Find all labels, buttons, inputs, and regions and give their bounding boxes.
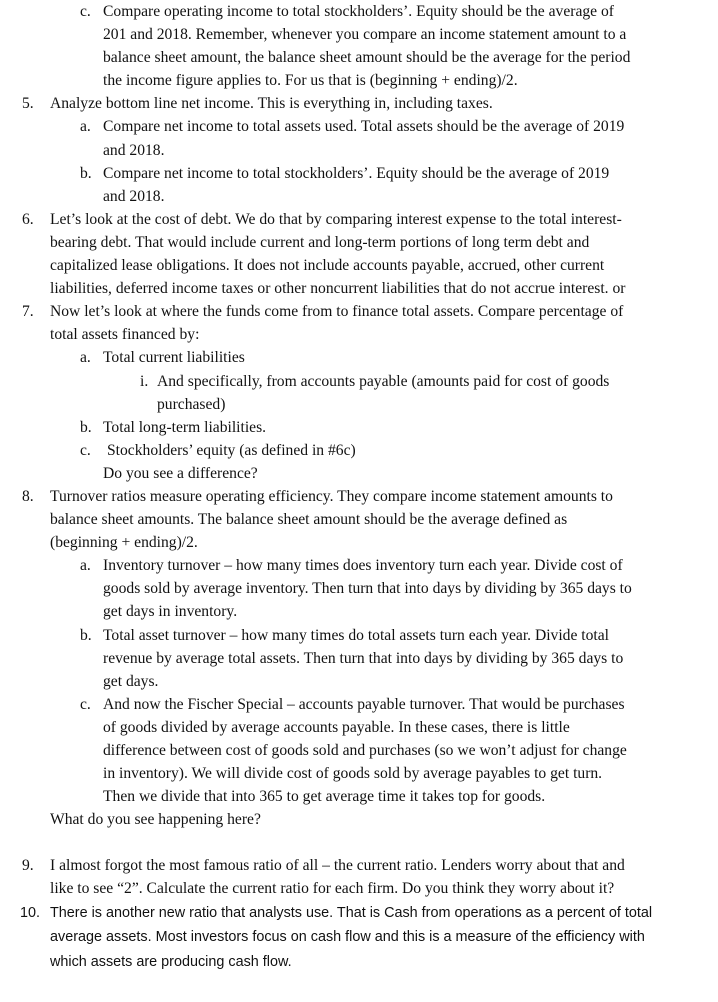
text-line: like to see “2”. Calculate the current ratio for each firm. Do you think they worry about it? [50,880,615,898]
item-marker: b. [80,164,92,182]
item-marker: a. [80,557,91,575]
list-item-10 [0,901,718,975]
list-item-7b [0,416,718,439]
item-marker: c. [80,3,91,20]
text-line: bearing debt. That would include current and long-term portions of long term debt and [50,233,590,251]
text-line: And now the Fischer Special – accounts payable turnover. That would be purchases [103,695,625,713]
text-line: total assets financed by: [50,326,200,344]
text-line: 201 and 2018. Remember, whenever you compare an income statement amount to a [103,26,627,44]
list-item-5 [0,92,718,115]
text-line: and 2018. [103,187,165,205]
text-line: goods sold by average inventory. Then turn that into days by dividing by 365 days to [103,580,632,598]
list-item-8a [0,554,718,623]
list-item-5a [0,115,718,161]
list-item-7 [0,300,718,346]
list-item-7c [0,439,718,462]
text-line: in inventory). We will divide cost of goods sold by average payables to get turn. [103,765,603,783]
text-line: Now let’s look at where the funds come from to finance total assets. Compare percentage of [50,303,624,321]
text-line: Turnover ratios measure operating efficiency. They compare income statement amounts to [50,487,613,505]
text-line: What do you see happening here? [50,811,261,829]
list-item-7a [0,346,718,369]
item-marker: 10. [20,904,41,921]
text-line: Let’s look at the cost of debt. We do that by comparing interest expense to the total interest- [50,210,622,228]
text-line: Compare operating income to total stockholders’. Equity should be the average of [103,3,614,20]
text-line: which assets are producing cash flow. [50,953,292,970]
text-line: get days in inventory. [103,603,238,621]
text-line: Stockholders’ equity (as defined in #6c) [107,441,356,459]
text-line: revenue by average total assets. Then turn that into days by dividing by 365 days to [103,649,624,667]
text-line: and 2018. [103,141,165,159]
text-line: (beginning + ending)/2. [50,534,198,552]
item-marker: 8. [22,487,34,505]
text-line: Total asset turnover – how many times do total assets turn each year. Divide total [103,626,610,644]
item-marker: 5. [22,95,34,113]
blank-line [0,831,718,854]
item-marker: a. [80,349,91,367]
list-item-8c [0,693,718,808]
list-item-8b [0,624,718,693]
text-line: And specifically, from accounts payable (amounts paid for cost of goods [157,372,610,390]
item-marker: c. [80,695,91,713]
text-line: liabilities, deferred income taxes or other noncurrent liabilities that do not accrue interest. or [50,280,626,298]
text-line: Total current liabilities [103,349,245,367]
text-line: average assets. Most investors focus on cash flow and this is a measure of the efficiency with [50,929,645,946]
text-line: capitalized lease obligations. It does not include accounts payable, accrued, other current [50,257,605,275]
list-item-7ai [0,370,718,416]
question-line [0,462,718,485]
question-line [0,808,718,831]
text-line: Compare net income to total stockholders’. Equity should be the average of 2019 [103,164,610,182]
text-line: Do you see a difference? [103,464,258,482]
text-line: Then we divide that into 365 to get average time it takes top for goods. [103,788,546,806]
text-line: the income figure applies to. For us that is (beginning + ending)/2. [103,72,518,90]
list-item-8 [0,485,718,554]
text-line: balance sheet amount, the balance sheet amount should be the average for the period [103,49,631,67]
text-line: difference between cost of goods sold and purchases (so we won’t adjust for change [103,742,627,759]
item-marker: b. [80,418,92,436]
list-item-6 [0,208,718,300]
list-item-4c [0,0,718,92]
text-line: I almost forgot the most famous ratio of all – the current ratio. Lenders worry about that and [50,857,625,875]
item-marker: i. [140,372,149,390]
text-line: Inventory turnover – how many times does inventory turn each year. Divide cost of [103,557,623,575]
item-marker: b. [80,626,92,644]
text-line: Analyze bottom line net income. This is everything in, including taxes. [50,95,493,113]
item-marker: a. [80,118,91,136]
item-marker: 7. [22,303,34,321]
list-item-9 [0,854,718,900]
text-line: balance sheet amounts. The balance sheet amount should be the average defined as [50,511,568,529]
text-line: get days. [103,672,159,690]
text-line: Total long-term liabilities. [103,418,267,436]
text-line: purchased) [157,395,226,413]
item-marker: 6. [22,210,34,228]
item-marker: c. [80,441,91,459]
text-line: There is another new ratio that analysts use. That is Cash from operations as a percent of total [50,904,653,921]
text-line: Compare net income to total assets used. Total assets should be the average of 2019 [103,118,625,136]
list-item-5b [0,162,718,208]
text-line: of goods divided by average accounts payable. In these cases, there is little [103,718,570,736]
item-marker: 9. [22,857,34,875]
